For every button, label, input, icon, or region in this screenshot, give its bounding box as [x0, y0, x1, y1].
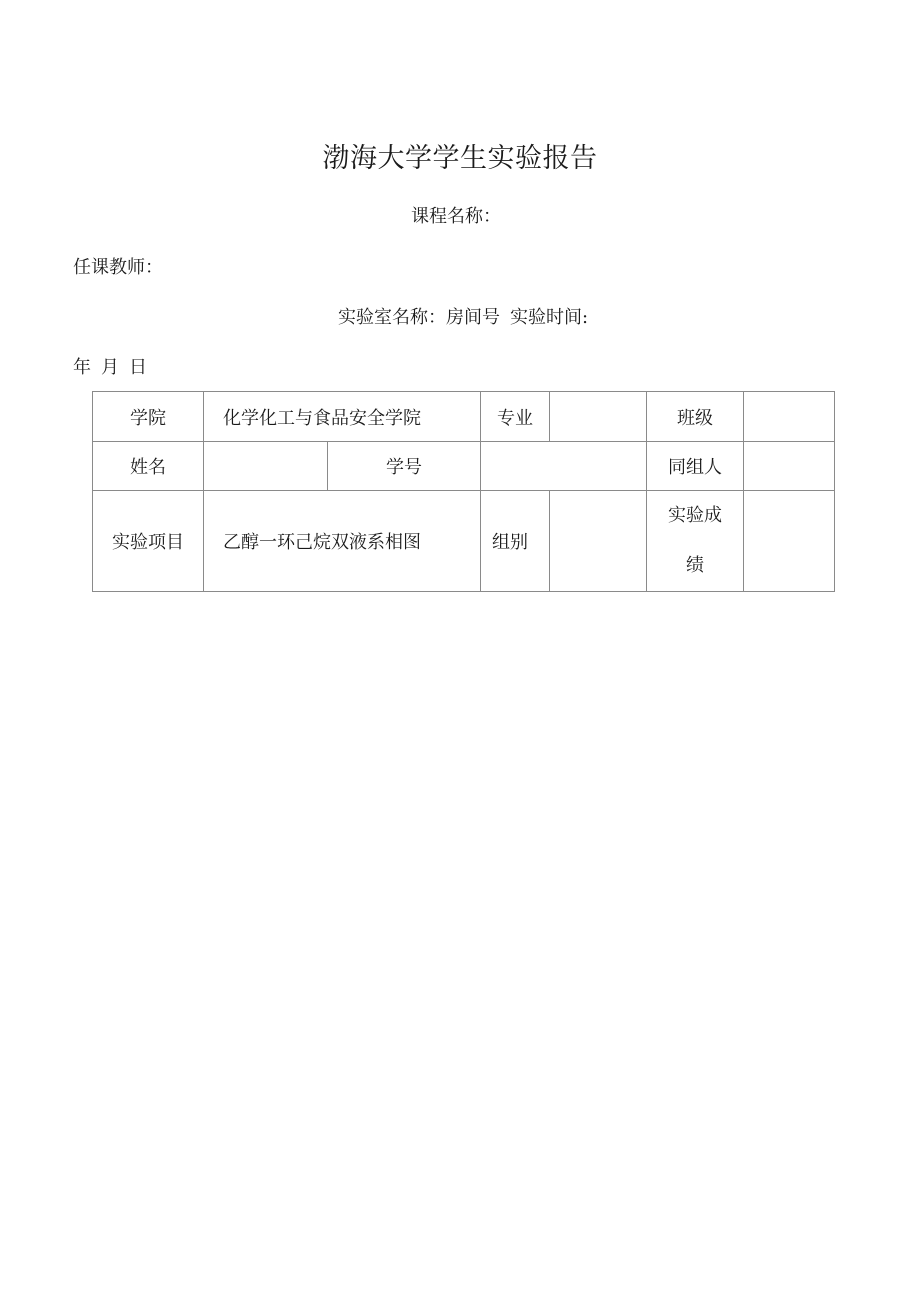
student-id-value-cell[interactable]	[481, 442, 647, 491]
room-number-label: 房间号	[445, 307, 500, 328]
group-value-cell[interactable]	[550, 491, 647, 592]
score-label-cell	[647, 491, 744, 592]
class-label-cell: 班级	[647, 392, 744, 442]
project-label-cell: 实验项目	[93, 491, 204, 592]
month-label: 月	[101, 357, 119, 378]
year-label: 年	[73, 357, 91, 378]
score-label-line2: 绩	[686, 555, 704, 576]
score-value-cell[interactable]	[744, 491, 835, 592]
partner-value-cell[interactable]	[744, 442, 835, 491]
table-row	[93, 491, 835, 592]
major-value-cell[interactable]	[550, 392, 647, 442]
college-label-cell: 学院	[93, 392, 204, 442]
class-value-cell[interactable]	[744, 392, 835, 442]
table-row	[93, 442, 835, 491]
student-id-label-cell: 学号	[328, 442, 481, 491]
course-name-label: 课程名称：	[411, 206, 501, 227]
group-label-cell: 组别	[481, 491, 550, 592]
lab-time-label: 实验时间:	[509, 307, 589, 328]
name-label-cell: 姓名	[93, 442, 204, 491]
report-title: 渤海大学学生实验报告	[322, 143, 598, 174]
score-label	[668, 491, 722, 591]
college-value-cell: 化学化工与食品安全学院	[204, 392, 481, 442]
teacher-label: 任课教师：	[73, 257, 163, 278]
table-row	[93, 392, 835, 442]
partner-label-cell: 同组人	[647, 442, 744, 491]
day-label: 日	[129, 357, 147, 378]
lab-info-line	[0, 306, 920, 330]
lab-name-label: 实验室名称：	[337, 307, 446, 328]
student-info-table	[92, 391, 835, 592]
name-value-cell[interactable]	[204, 442, 328, 491]
score-label-line1: 实验成	[668, 505, 722, 526]
date-line	[73, 356, 147, 380]
major-label-cell: 专业	[481, 392, 550, 442]
project-value-cell: 乙醇一环己烷双液系相图	[204, 491, 481, 592]
